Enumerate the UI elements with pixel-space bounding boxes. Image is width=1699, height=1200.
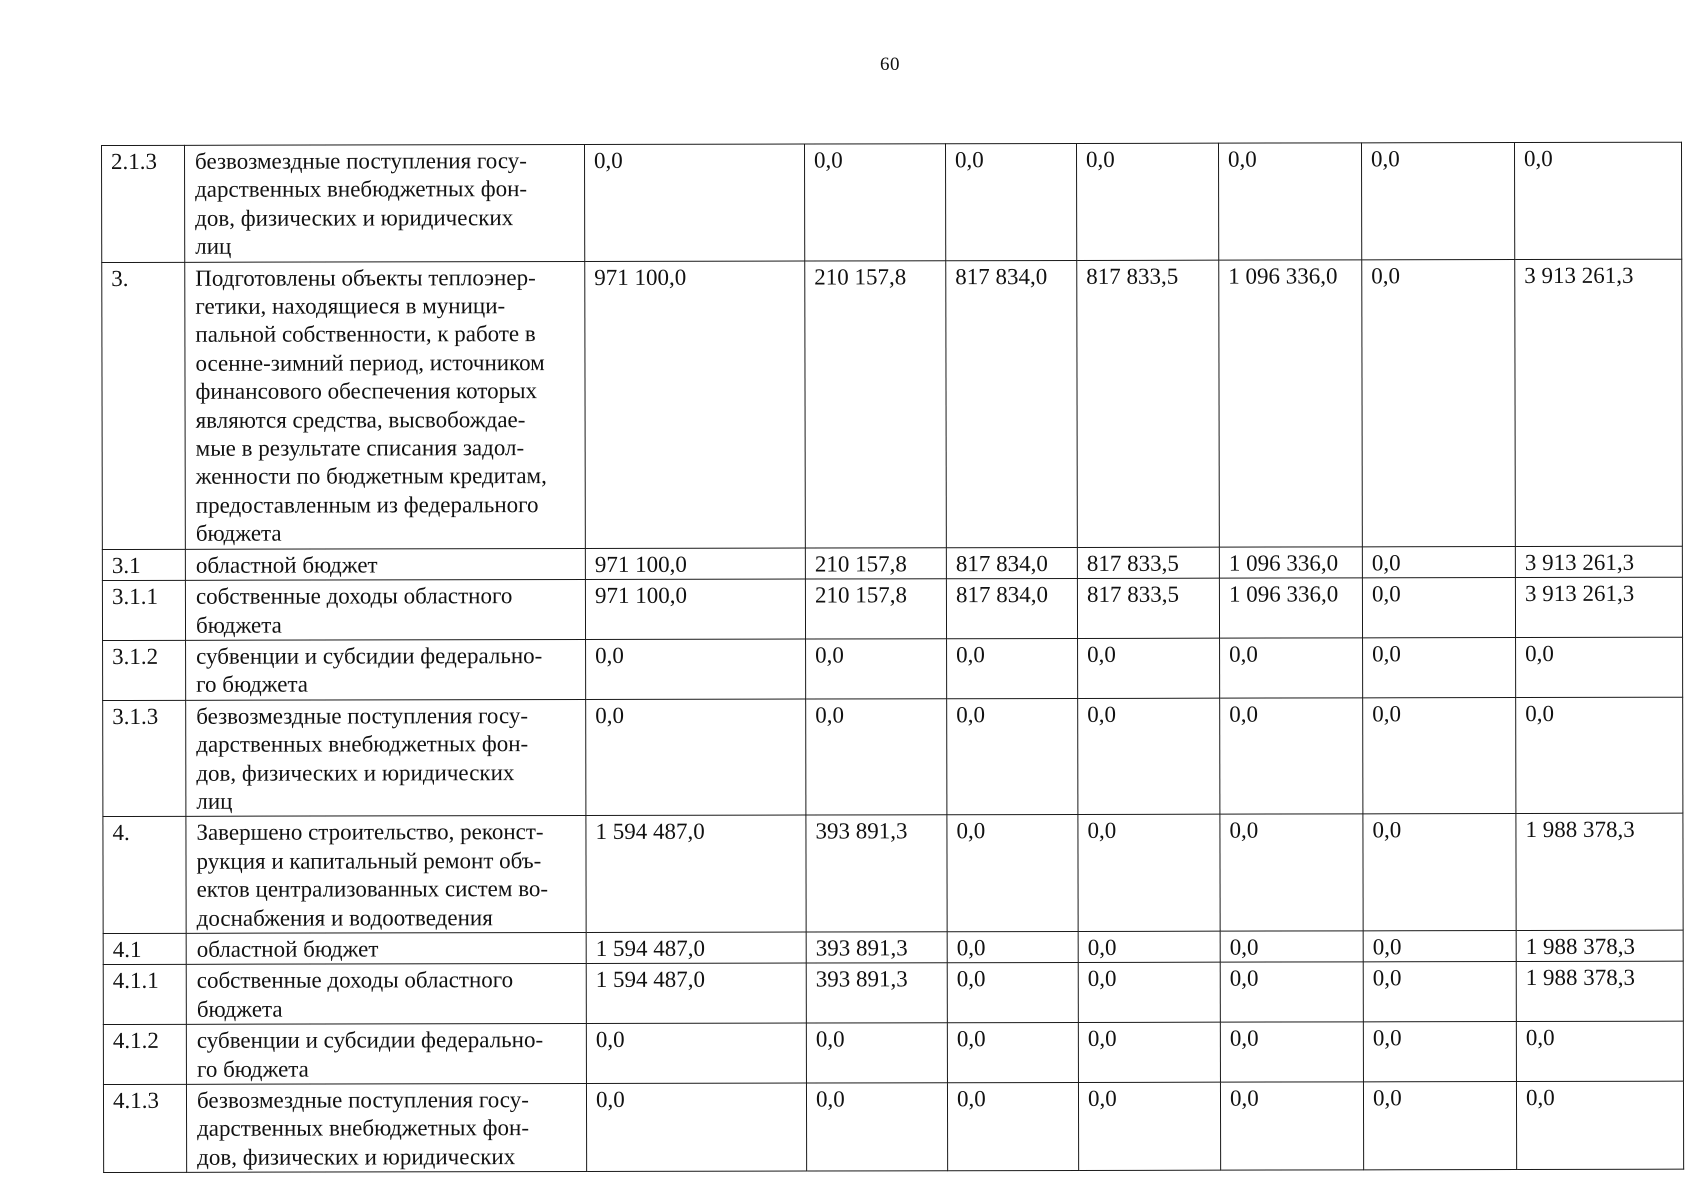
description-line: го бюджета <box>196 671 309 698</box>
description-line: рукция и капитальный ремонт объ- <box>196 847 542 874</box>
budget-table <box>101 142 1684 1174</box>
row-description <box>186 816 586 933</box>
row-code: 4.1.1 <box>103 965 186 1025</box>
value-cell-4: 0,0 <box>1078 1082 1220 1171</box>
value-cell-7: 3 913 261,3 <box>1515 577 1682 637</box>
table-body <box>102 142 1684 1173</box>
description-line: субвенции и субсидии федерально- <box>196 642 543 669</box>
value-cell-3: 0,0 <box>947 1023 1078 1083</box>
description-line: финансового обеспечения которых <box>195 378 538 405</box>
table-row <box>102 259 1683 549</box>
value-cell-5: 0,0 <box>1220 638 1363 698</box>
value-cell-5: 0,0 <box>1220 1082 1363 1171</box>
value-cell-4: 0,0 <box>1078 698 1220 815</box>
description-line: лиц <box>196 788 233 814</box>
value-cell-7: 1 988 378,3 <box>1516 962 1683 1022</box>
row-code: 4.1.3 <box>103 1084 186 1172</box>
value-cell-3: 0,0 <box>947 698 1078 815</box>
description-line: пальной собственности, к работе в <box>195 321 536 348</box>
row-description <box>186 1024 586 1085</box>
table-row <box>103 1021 1683 1084</box>
value-cell-5: 0,0 <box>1220 698 1363 815</box>
description-line: безвозмездные поступления госу- <box>196 702 529 729</box>
value-cell-6: 0,0 <box>1363 1082 1516 1171</box>
value-cell-3: 0,0 <box>947 1082 1078 1170</box>
value-cell-7: 0,0 <box>1516 1021 1683 1081</box>
row-code: 3.1 <box>102 549 185 581</box>
description-line: осенне-зимний период, источником <box>195 349 545 376</box>
value-cell-3: 817 834,0 <box>946 547 1077 579</box>
value-cell-2: 210 157,8 <box>805 547 946 579</box>
value-cell-1: 1 594 487,0 <box>586 963 806 1023</box>
value-cell-1: 1 594 487,0 <box>586 815 806 932</box>
value-cell-6: 0,0 <box>1363 697 1516 814</box>
row-code: 4.1.2 <box>103 1025 186 1085</box>
description-line: предоставленным из федерального <box>195 491 539 518</box>
value-cell-5: 0,0 <box>1220 1022 1363 1082</box>
row-description <box>185 580 585 641</box>
row-code: 3.1.2 <box>103 640 186 700</box>
value-cell-2: 0,0 <box>806 1083 947 1172</box>
table-row <box>102 142 1682 262</box>
description-line: дов, физических и юридических <box>197 1143 516 1170</box>
value-cell-3: 0,0 <box>947 638 1078 698</box>
row-code: 3. <box>102 262 186 549</box>
value-cell-2: 0,0 <box>806 1023 947 1083</box>
description-line: Подготовлены объекты теплоэнер- <box>195 264 536 291</box>
description-line: собственные доходы областного <box>195 583 513 609</box>
description-line: безвозмездные поступления госу- <box>195 148 527 174</box>
value-cell-6: 0,0 <box>1363 814 1516 931</box>
value-cell-7: 3 913 261,3 <box>1515 546 1682 578</box>
value-cell-1: 0,0 <box>586 1083 806 1172</box>
value-cell-2: 393 891,3 <box>806 932 947 964</box>
value-cell-3: 0,0 <box>947 815 1078 932</box>
value-cell-7: 0,0 <box>1514 142 1681 259</box>
value-cell-1: 0,0 <box>586 699 806 816</box>
page-number: 60 <box>880 54 900 75</box>
value-cell-3: 0,0 <box>947 931 1078 963</box>
description-line: безвозмездные поступления госу- <box>196 1087 529 1113</box>
value-cell-6: 0,0 <box>1363 931 1516 963</box>
description-line: собственные доходы областного <box>196 967 514 994</box>
value-cell-6: 0,0 <box>1362 578 1515 638</box>
table-row <box>103 697 1683 817</box>
description-line: мые в результате списания задол- <box>195 435 525 461</box>
value-cell-2: 0,0 <box>806 698 947 815</box>
value-cell-1: 971 100,0 <box>585 548 805 580</box>
value-cell-5: 1 096 336,0 <box>1219 259 1363 546</box>
value-cell-6: 0,0 <box>1361 143 1514 260</box>
value-cell-6: 0,0 <box>1362 546 1515 578</box>
value-cell-3: 0,0 <box>947 963 1078 1023</box>
description-line: го бюджета <box>196 1056 309 1082</box>
description-line: дарственных внебюджетных фон- <box>196 731 529 757</box>
value-cell-1: 0,0 <box>585 144 805 261</box>
value-cell-2: 393 891,3 <box>806 815 947 932</box>
value-cell-6: 0,0 <box>1363 1022 1516 1082</box>
value-cell-7: 0,0 <box>1516 697 1683 814</box>
value-cell-4: 0,0 <box>1078 815 1220 932</box>
value-cell-4: 0,0 <box>1078 963 1220 1023</box>
value-cell-5: 0,0 <box>1220 962 1363 1022</box>
value-cell-5: 0,0 <box>1220 814 1363 931</box>
table-row <box>103 637 1683 700</box>
value-cell-5: 1 096 336,0 <box>1219 578 1362 638</box>
description-line: бюджета <box>195 612 282 638</box>
table-row <box>103 930 1683 965</box>
value-cell-6: 0,0 <box>1363 962 1516 1022</box>
row-code: 2.1.3 <box>102 145 185 262</box>
value-cell-4: 0,0 <box>1076 143 1218 260</box>
description-line: бюджета <box>196 996 283 1022</box>
value-cell-2: 0,0 <box>804 144 945 261</box>
value-cell-1: 0,0 <box>586 639 806 699</box>
table-row <box>102 577 1682 640</box>
description-line: женности по бюджетным кредитам, <box>195 463 547 490</box>
value-cell-4: 0,0 <box>1078 931 1220 963</box>
value-cell-3: 0,0 <box>945 143 1076 260</box>
row-description <box>186 699 586 816</box>
value-cell-1: 971 100,0 <box>585 579 805 639</box>
row-code: 3.1.3 <box>103 700 186 817</box>
row-code: 3.1.1 <box>102 580 185 640</box>
value-cell-1: 1 594 487,0 <box>586 932 806 964</box>
value-cell-4: 0,0 <box>1078 638 1220 698</box>
description-line: лиц <box>195 233 232 260</box>
value-cell-5: 0,0 <box>1218 143 1361 260</box>
value-cell-7: 1 988 378,3 <box>1516 930 1683 962</box>
description-line: дов, физических и юридических <box>196 759 515 786</box>
value-cell-2: 210 157,8 <box>805 260 947 547</box>
value-cell-2: 0,0 <box>806 639 947 699</box>
value-cell-7: 0,0 <box>1516 637 1683 697</box>
table-row <box>103 1081 1683 1173</box>
row-description <box>186 1083 586 1172</box>
value-cell-4: 817 833,5 <box>1077 547 1219 579</box>
description-line: областной бюджет <box>195 552 378 578</box>
row-description <box>185 144 585 261</box>
description-line: являются средства, высвобождае- <box>195 406 526 433</box>
row-description <box>185 261 586 549</box>
value-cell-4: 817 833,5 <box>1077 578 1219 638</box>
table-row <box>102 546 1682 581</box>
description-line: гетики, находящиеся в муници- <box>195 293 506 319</box>
description-line: доснабжения и водоотведения <box>196 904 493 931</box>
description-line: дарственных внебюджетных фон- <box>197 1115 530 1142</box>
row-description <box>186 964 586 1025</box>
description-line: субвенции и субсидии федерально- <box>196 1027 544 1053</box>
value-cell-6: 0,0 <box>1363 637 1516 697</box>
row-code: 4. <box>103 817 186 934</box>
description-line: Завершено строительство, реконст- <box>196 819 544 846</box>
row-description <box>185 548 585 580</box>
value-cell-2: 393 891,3 <box>806 963 947 1023</box>
value-cell-1: 971 100,0 <box>585 261 806 549</box>
row-description <box>186 932 586 964</box>
description-line: бюджета <box>195 520 282 547</box>
row-description <box>186 639 586 700</box>
description-line: дарственных внебюджетных фон- <box>195 176 528 203</box>
value-cell-1: 0,0 <box>586 1023 806 1083</box>
table-row <box>103 814 1683 934</box>
value-cell-4: 0,0 <box>1078 1022 1220 1082</box>
table-row <box>103 962 1683 1025</box>
value-cell-3: 817 834,0 <box>946 260 1078 547</box>
value-cell-7: 1 988 378,3 <box>1516 814 1683 931</box>
value-cell-6: 0,0 <box>1362 259 1516 546</box>
value-cell-3: 817 834,0 <box>946 579 1077 639</box>
value-cell-7: 0,0 <box>1516 1081 1683 1170</box>
value-cell-5: 1 096 336,0 <box>1219 547 1362 579</box>
value-cell-4: 817 833,5 <box>1077 260 1220 547</box>
value-cell-2: 210 157,8 <box>805 579 946 639</box>
description-line: дов, физических и юридических <box>195 204 514 231</box>
value-cell-5: 0,0 <box>1220 931 1363 963</box>
description-line: областной бюджет <box>196 936 379 962</box>
description-line: ектов централизованных систем во- <box>196 876 549 902</box>
row-code: 4.1 <box>103 933 186 965</box>
value-cell-7: 3 913 261,3 <box>1515 259 1683 546</box>
